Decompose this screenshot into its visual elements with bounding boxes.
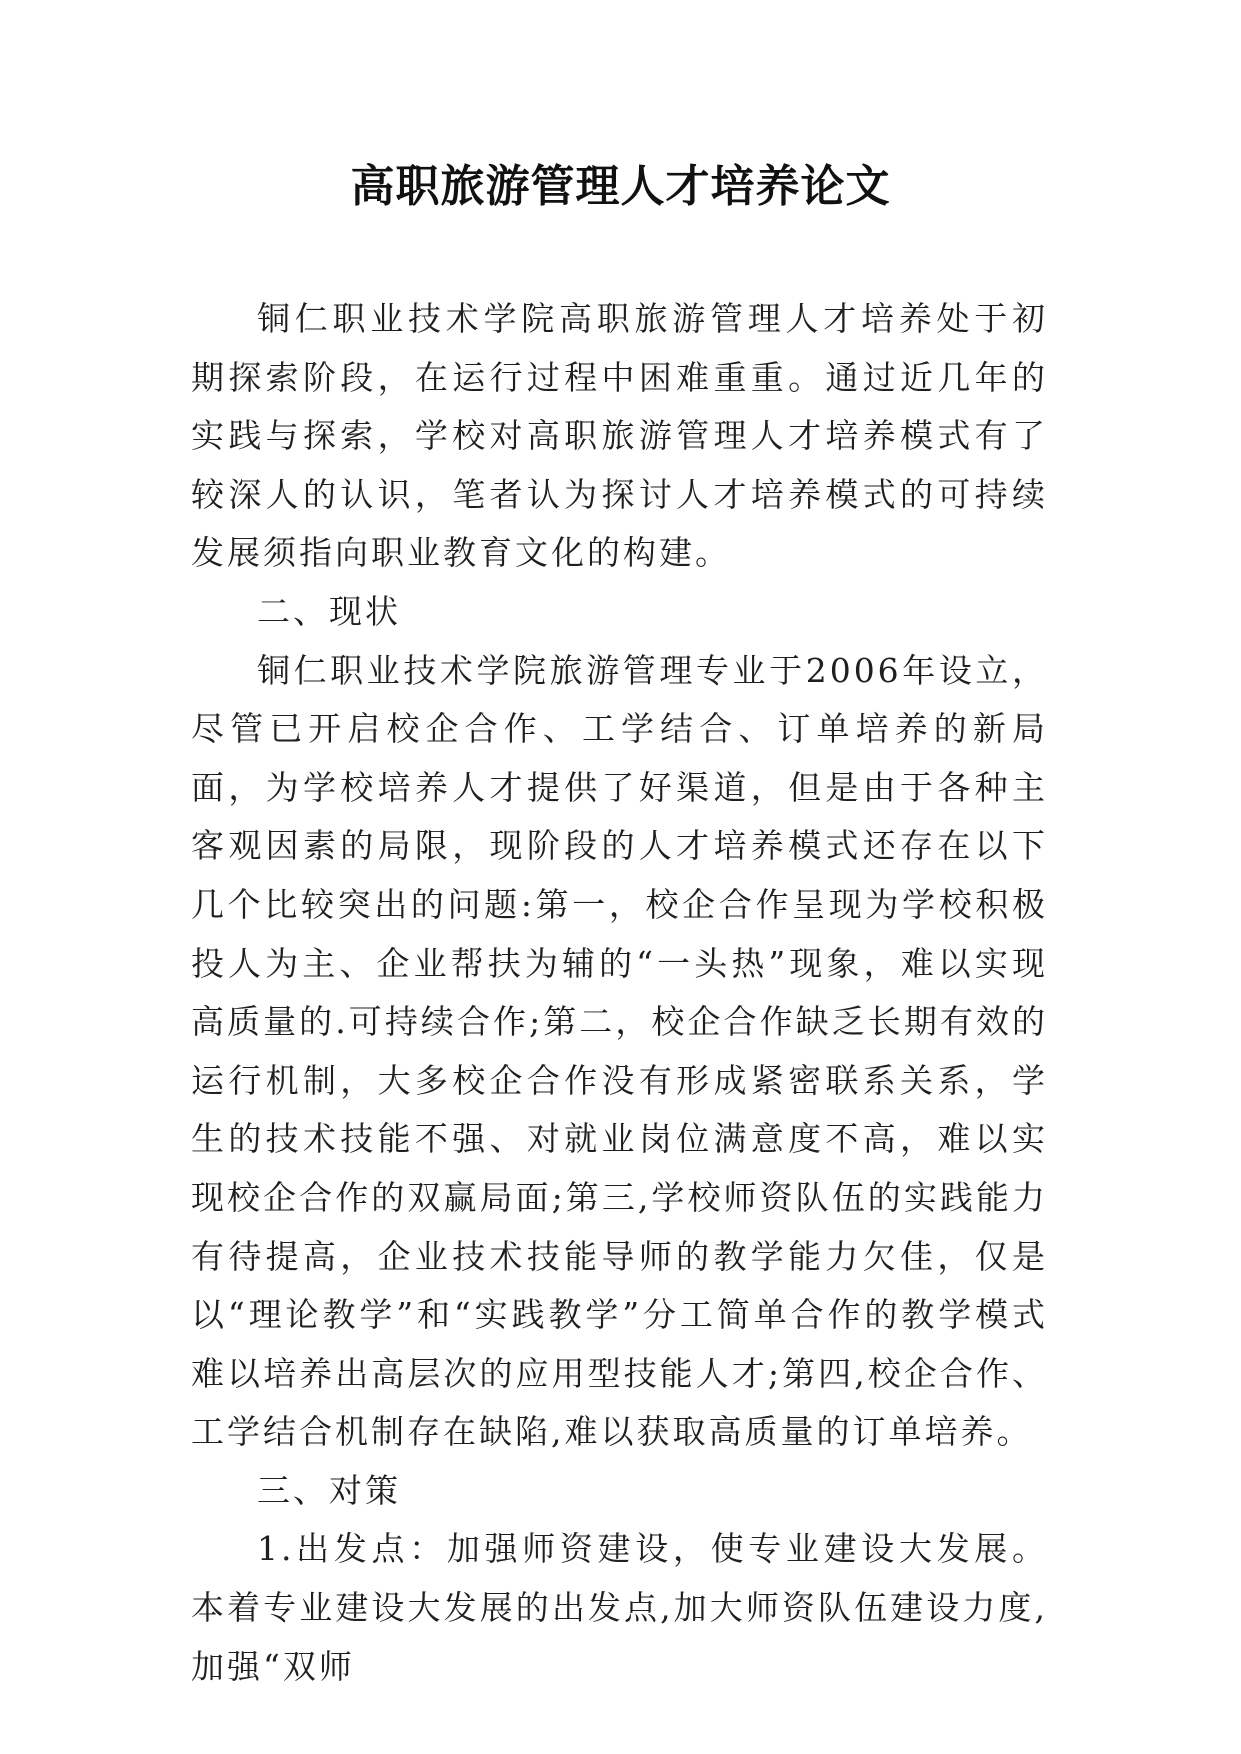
document-body	[191, 290, 1048, 1696]
section-heading-status: 二、现状	[257, 591, 401, 631]
section-heading-countermeasures: 三、对策	[257, 1470, 401, 1510]
paragraph-intro: 铜仁职业技术学院高职旅游管理人才培养处于初期探索阶段，在运行过程中困难重重。通过近几年的实践与探索，学校对高职旅游管理人才培养模式有了较深人的认识，笔者认为探讨人才培养模式的可持续发展须指向职业教育文化的构建。	[191, 299, 1048, 573]
document-title: 高职旅游管理人才培养论文	[350, 161, 891, 212]
paragraph-countermeasure-1: 1.出发点：加强师资建设，使专业建设大发展。本着专业建设大发展的出发点,加大师资队伍建设力度,加强“双师	[191, 1529, 1048, 1686]
paragraph-status: 铜仁职业技术学院旅游管理专业于2006年设立，尽管已开启校企合作、工学结合、订单培养的新局面，为学校培养人才提供了好渠道，但是由于各种主客观因素的局限，现阶段的人才培养模式还存在以下几个比较突出的问题:第一，校企合作呈现为学校积极投人为主、企业帮扶为辅的“一头热”现象，难以实现高质量的.可持续合作;第二，校企合作缺乏长期有效的运行机制，大多校企合作没有形成紧密联系关系，学生的技术技能不强、对就业岗位满意度不高，难以实现校企合作的双赢局面;第三,学校师资队伍的实践能力有待提高，企业技术技能导师的教学能力欠佳，仅是以“理论教学”和“实践教学”分工简单合作的教学模式难以培养出高层次的应用型技能人才;第四,校企合作、工学结合机制存在缺陷,难以获取高质量的订单培养。	[191, 650, 1048, 1452]
